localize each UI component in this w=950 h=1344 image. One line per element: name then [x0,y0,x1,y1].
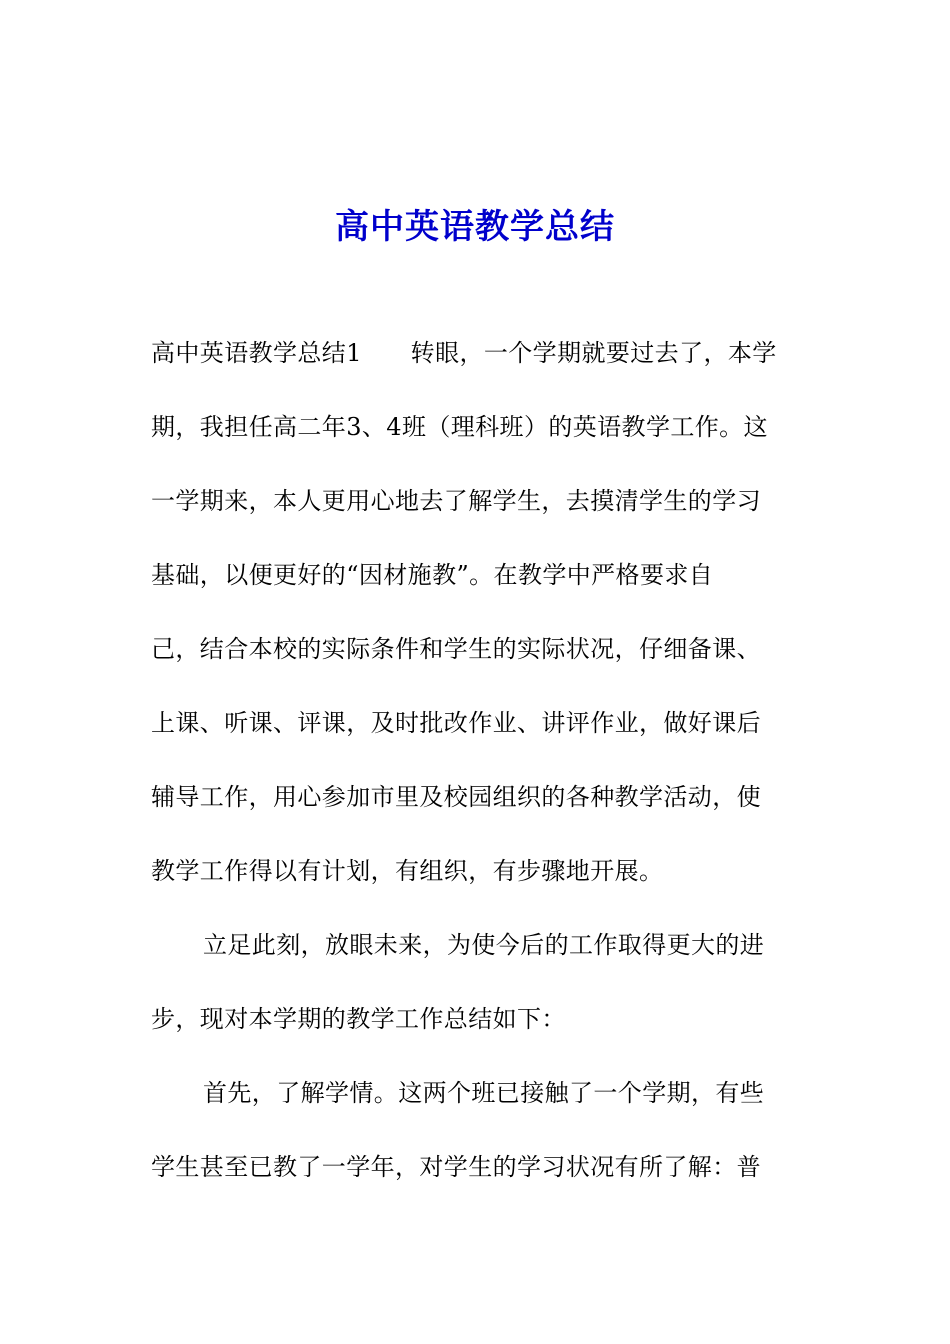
text-line: 立足此刻，放眼未来，为使今后的工作取得更大的进 [203,931,765,959]
text-line: 辅导工作，用心参加市里及校园组织的各种教学活动，使 [151,783,761,811]
text-line: 己，结合本校的实际条件和学生的实际状况，仔细备课、 [151,635,761,663]
document-title: 高中英语教学总结 [335,206,615,247]
text-line: 期，我担任高二年3、4班（理科班）的英语教学工作。这 [151,413,768,441]
document-body [151,326,811,1214]
paragraph-1 [151,326,811,918]
text-line: 步，现对本学期的教学工作总结如下： [151,1005,566,1033]
paragraph-2 [151,918,811,1066]
text-line: 一学期来，本人更用心地去了解学生，去摸清学生的学习 [151,487,761,515]
text-line: 高中英语教学总结1 转眼，一个学期就要过去了，本学 [151,339,777,367]
text-line: 上课、听课、评课，及时批改作业、讲评作业，做好课后 [151,709,761,737]
text-line: 学生甚至已教了一学年，对学生的学习状况有所了解：普 [151,1153,761,1181]
paragraph-3 [151,1066,811,1214]
text-line: 首先，了解学情。这两个班已接触了一个学期，有些 [203,1079,765,1107]
text-line: 基础，以便更好的“因材施教”。在教学中严格要求自 [151,561,714,589]
text-line: 教学工作得以有计划，有组织，有步骤地开展。 [151,857,664,885]
